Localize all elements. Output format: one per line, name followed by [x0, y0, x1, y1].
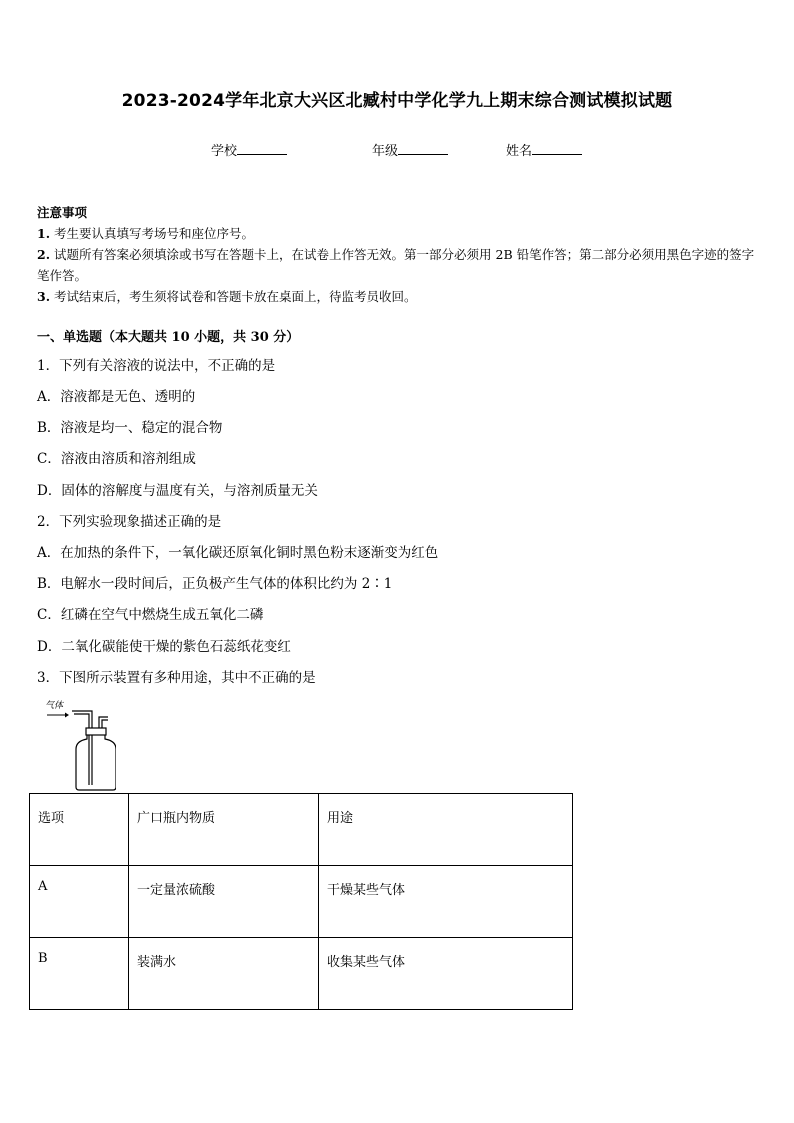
- outlet-tube: [99, 717, 108, 729]
- page-title: 2023-2024学年北京大兴区北臧村中学化学九上期末综合测试模拟试题: [121, 91, 673, 111]
- table-cell: B: [30, 938, 129, 1010]
- name-label: 姓名: [506, 144, 533, 159]
- stopper: [86, 728, 106, 735]
- table-cell: 一定量浓硫酸: [129, 866, 319, 938]
- wide-mouth-bottle: [76, 735, 116, 790]
- question-stem: 2．下列实验现象描述正确的是: [37, 514, 222, 530]
- table-cell: 选项: [30, 794, 129, 866]
- option-c: C．红磷在空气中燃烧生成五氧化二磷: [37, 607, 264, 623]
- option-a: A．溶液都是无色、透明的: [37, 389, 196, 405]
- table-cell: 广口瓶内物质: [129, 794, 319, 866]
- gas-arrowhead: [65, 713, 69, 718]
- table-cell: 用途: [319, 794, 573, 866]
- school-field: [211, 140, 287, 159]
- gas-bottle-icon: [44, 697, 116, 793]
- option-d: D．二氧化碳能使干燥的紫色石蕊纸花变红: [37, 639, 291, 655]
- school-label: 学校: [211, 144, 238, 159]
- option-c: C．溶液由溶质和溶剂组成: [37, 451, 196, 467]
- school-blank: [237, 141, 287, 155]
- name-field: [506, 140, 582, 159]
- table-cell: 干燥某些气体: [319, 866, 573, 938]
- notice-item: 1. 考生要认真填写考场号和座位序号。: [37, 226, 255, 241]
- option-d: D．固体的溶解度与温度有关，与溶剂质量无关: [37, 483, 318, 499]
- grade-label: 年级: [372, 144, 399, 159]
- table-header-row: [30, 794, 573, 866]
- name-blank: [532, 141, 582, 155]
- question-stem: 1．下列有关溶液的说法中，不正确的是: [37, 358, 276, 374]
- options-table: [29, 793, 573, 1010]
- table-row: [30, 866, 573, 938]
- notice-item: 2. 试题所有答案必须填涂或书写在答题卡上，在试卷上作答无效。第一部分必须用 2B 铅笔作答；第二部分必须用黑色字迹的签字笔作答。: [37, 247, 755, 283]
- gas-label: 气体: [45, 701, 64, 711]
- grade-field: [372, 140, 448, 159]
- question-stem: 3．下图所示装置有多种用途，其中不正确的是: [37, 670, 316, 686]
- notice-heading: 注意事项: [37, 205, 88, 220]
- table-cell: 装满水: [129, 938, 319, 1010]
- option-a: A．在加热的条件下，一氧化碳还原氧化铜时黑色粉末逐渐变为红色: [37, 545, 439, 561]
- notice-block: [37, 202, 761, 307]
- option-b: B．电解水一段时间后，正负极产生气体的体积比约为 2∶1: [37, 576, 393, 592]
- option-b: B．溶液是均一、稳定的混合物: [37, 420, 223, 436]
- table-cell: 收集某些气体: [319, 938, 573, 1010]
- section-title: 一、单选题（本大题共 10 小题，共 30 分）: [37, 330, 300, 345]
- table-cell: A: [30, 866, 129, 938]
- table-row: [30, 938, 573, 1010]
- notice-item: 3. 考试结束后，考生须将试卷和答题卡放在桌面上，待监考员收回。: [37, 289, 417, 304]
- gas-bottle-figure: [44, 697, 116, 793]
- grade-blank: [398, 141, 448, 155]
